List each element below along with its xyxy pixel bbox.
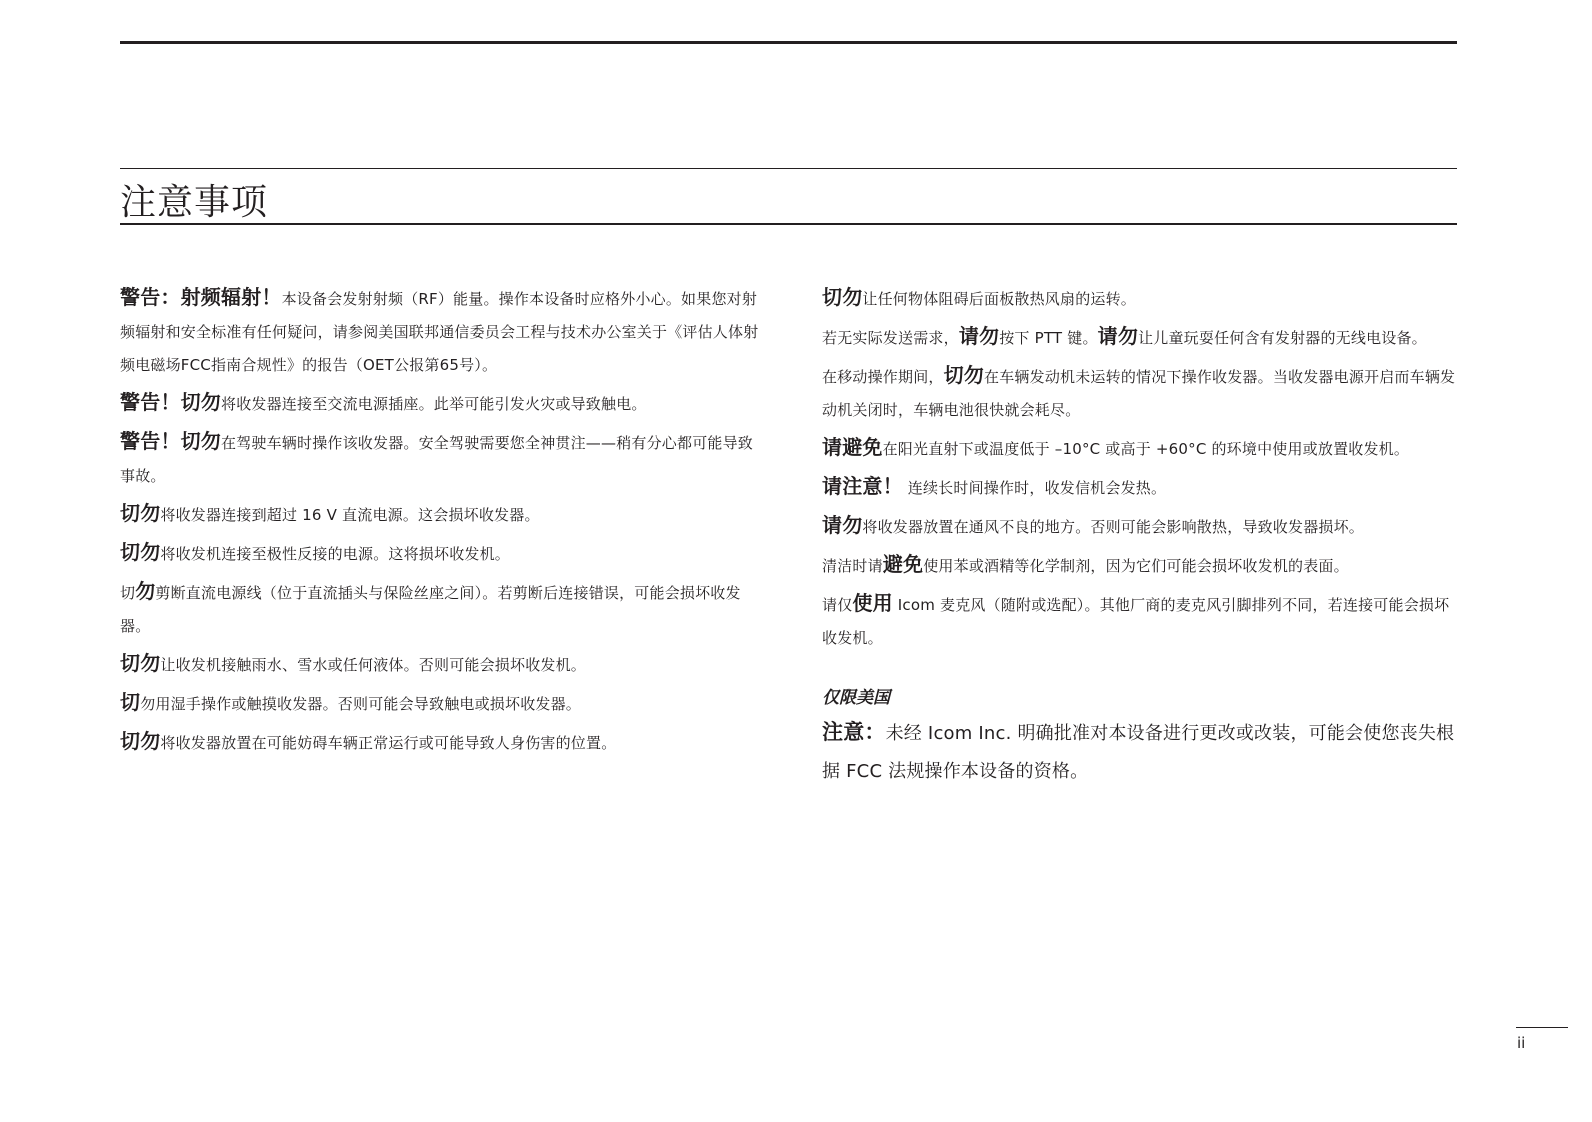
emphasis-text: 切勿	[120, 540, 161, 564]
emphasis-text: 切勿	[120, 651, 161, 675]
precaution-paragraph	[120, 497, 760, 532]
body-text: 使用苯或酒精等化学制剂，因为它们可能会损坏收发机的表面。	[923, 557, 1349, 575]
fcc-notice-paragraph	[822, 713, 1462, 791]
body-text: 将收发器连接至交流电源插座。此举可能引发火灾或导致触电。	[221, 395, 647, 413]
right-column	[822, 281, 1462, 795]
body-text: 若无实际发送需求，	[822, 329, 959, 347]
precaution-paragraph	[120, 536, 760, 571]
precaution-paragraph	[822, 320, 1462, 355]
emphasis-text: 请勿	[958, 324, 1000, 348]
emphasis-text: 警告！切勿	[120, 429, 221, 453]
page-number: ii	[1517, 1034, 1526, 1052]
body-text: 本设备会发射射频（RF）能量。操作本设备时应格外小心。如果您对射频辐射和安全标准有任何疑问，请参阅美国联邦通信委员会工程与技术办公室关于《评估人体射频电磁场FCC指南合规性》的报告（OET公报第65号）。	[120, 290, 759, 374]
title-bottom-rule	[120, 223, 1457, 225]
precaution-paragraph	[120, 386, 760, 421]
precaution-paragraph	[822, 548, 1462, 583]
emphasis-text: 请勿	[822, 513, 863, 537]
body-text: 将收发机连接至极性反接的电源。这将损坏收发机。	[160, 545, 511, 563]
body-text: 清洁时请	[822, 557, 883, 575]
precaution-paragraph	[120, 281, 760, 382]
body-text: Icom 麦克风（随附或选配）。其他厂商的麦克风引脚排列不同，若连接可能会损坏收发机。	[822, 596, 1450, 647]
precaution-paragraph	[120, 725, 760, 760]
emphasis-text: 请注意！	[822, 474, 903, 498]
body-text: 在驾驶车辆时操作该收发器。安全驾驶需要您全神贯注——稍有分心都可能导致事故。	[120, 434, 754, 485]
emphasis-text: 切勿	[120, 501, 161, 525]
top-rule	[120, 41, 1457, 44]
emphasis-text: 警告！切勿	[120, 390, 221, 414]
precaution-paragraph	[822, 587, 1462, 655]
emphasis-text: 切	[120, 690, 141, 714]
precaution-paragraph	[120, 425, 760, 493]
body-text: 连续长时间操作时，收发信机会发热。	[902, 479, 1167, 497]
precaution-paragraph	[120, 647, 760, 682]
emphasis-text: 请避免	[822, 435, 883, 459]
body-text: 在车辆发动机未运转的情况下操作收发器。当收发器电源开启而车辆发动机关闭时，车辆电池很快就会耗尽。	[822, 368, 1456, 419]
body-text: 剪断直流电源线（位于直流插头与保险丝座之间）。若剪断后连接错误，可能会损坏收发器。	[120, 584, 741, 635]
body-text: 让任何物体阻碍后面板散热风扇的运转。	[862, 290, 1137, 308]
precaution-paragraph	[822, 470, 1462, 505]
page-title: 注意事项	[120, 182, 269, 223]
body-text: 将收发器连接到超过 16 V 直流电源。这会损坏收发器。	[160, 506, 540, 524]
emphasis-text: 勿	[135, 579, 156, 603]
page-number-rule	[1516, 1027, 1568, 1028]
body-text: 让儿童玩耍任何含有发射器的无线电设备。	[1138, 329, 1427, 347]
emphasis-text: 切勿	[120, 729, 161, 753]
emphasis-text: 注意：	[822, 720, 886, 744]
body-text: 让收发机接触雨水、雪水或任何液体。否则可能会损坏收发机。	[160, 656, 587, 674]
left-column	[120, 281, 760, 764]
emphasis-text: 使用	[852, 591, 893, 615]
emphasis-text: 切勿	[822, 285, 863, 309]
precaution-paragraph	[822, 359, 1462, 427]
emphasis-text: 请勿	[1097, 324, 1139, 348]
body-text: 将收发器放置在可能妨碍车辆正常运行或可能导致人身伤害的位置。	[160, 734, 617, 752]
emphasis-text: 警告：射频辐射！	[120, 285, 282, 309]
title-top-rule	[120, 168, 1457, 169]
body-text: 在阳光直射下或温度低于 –10°C 或高于 +60°C 的环境中使用或放置收发机。	[882, 440, 1410, 458]
body-text: 将收发器放置在通风不良的地方。否则可能会影响散热，导致收发器损坏。	[862, 518, 1365, 536]
body-text: 未经 Icom Inc. 明确批准对本设备进行更改或改装，可能会使您丧失根据 FCC 法规操作本设备的资格。	[822, 723, 1455, 782]
emphasis-text: 切勿	[943, 363, 985, 387]
body-text: 按下 PTT 键。	[999, 329, 1098, 347]
emphasis-text: 避免	[882, 552, 924, 576]
body-text: 切	[120, 584, 136, 602]
body-text: 请仅	[822, 596, 853, 614]
body-text: 在移动操作期间，	[822, 368, 944, 386]
usa-only-heading: 仅限美国	[822, 688, 890, 708]
precaution-paragraph	[120, 686, 760, 721]
precaution-paragraph	[822, 431, 1462, 466]
body-text: 勿用湿手操作或触摸收发器。否则可能会导致触电或损坏收发器。	[140, 695, 582, 713]
precaution-paragraph	[120, 575, 760, 643]
precaution-paragraph	[822, 281, 1462, 316]
precaution-paragraph	[822, 509, 1462, 544]
